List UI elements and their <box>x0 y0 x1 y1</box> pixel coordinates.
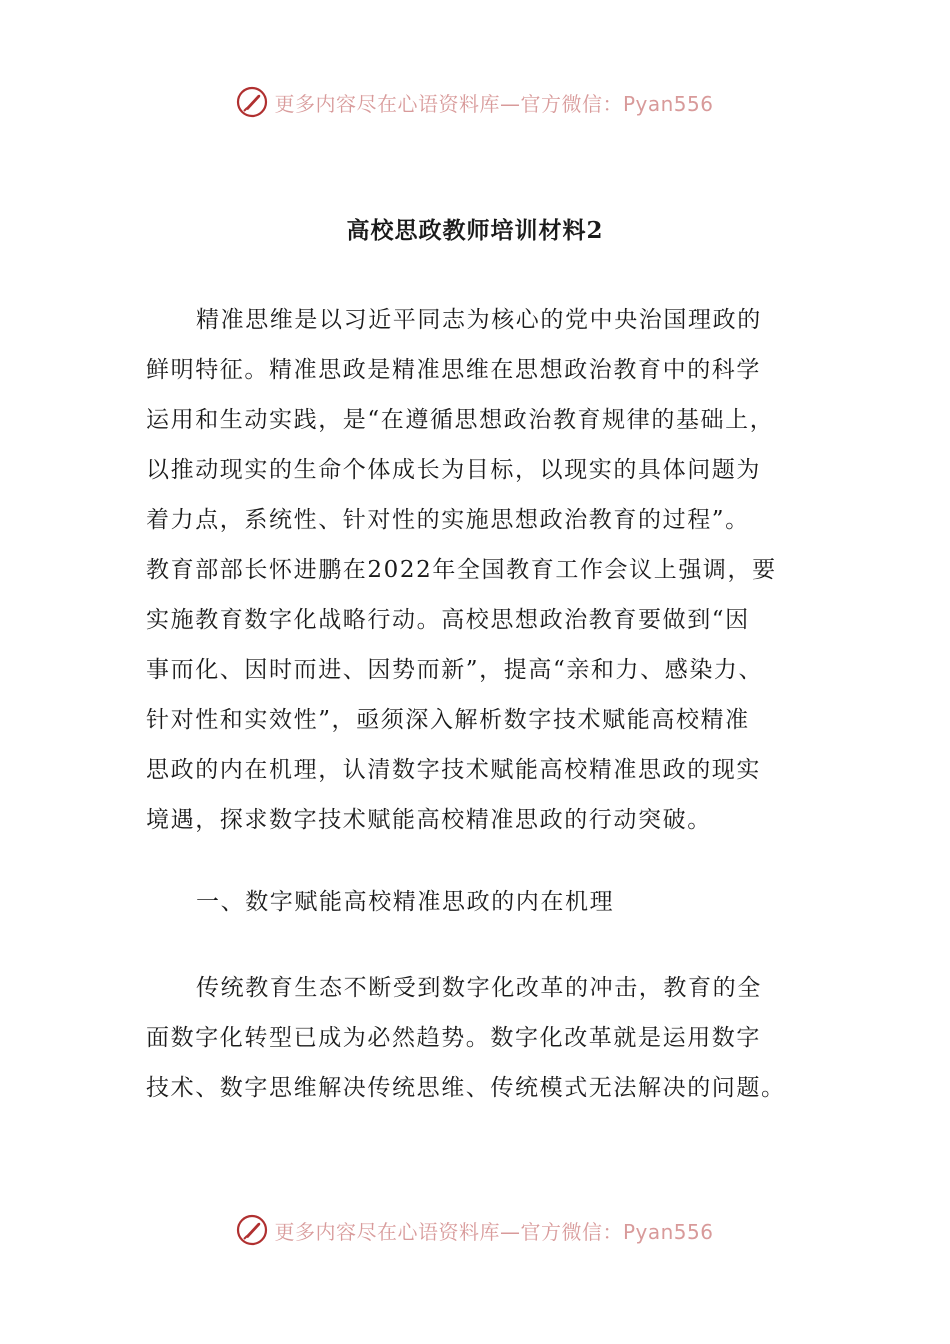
section-heading-text: 一、数字赋能高校精准思政的内在机理 <box>196 889 615 915</box>
paragraph-line: 鲜明特征。精准思政是精准思维在思想政治教育中的科学 <box>146 357 761 383</box>
paragraph-2 <box>146 963 806 1113</box>
paragraph-line: 运用和生动实践，是“在遵循思想政治教育规律的基础上， <box>146 407 775 433</box>
document-title: 高校思政教师培训材料2 <box>346 217 604 244</box>
paragraph-line: 教育部部长怀进鹏在2022年全国教育工作会议上强调，要 <box>146 557 777 583</box>
watermark-text: 更多内容尽在心语资料库—官方微信：Pyan556 <box>274 91 714 116</box>
paragraph-line: 着力点，系统性、针对性的实施思想政治教育的过程”。 <box>146 507 750 533</box>
paragraph-1 <box>146 295 806 845</box>
paragraph-line: 面数字化转型已成为必然趋势。数字化改革就是运用数字 <box>146 1025 761 1051</box>
paragraph-line: 针对性和实效性”，亟须深入解析数字技术赋能高校精准 <box>146 707 750 733</box>
quill-logo-icon <box>236 86 268 118</box>
watermark-header <box>0 82 950 122</box>
paragraph-line: 事而化、因时而进、因势而新”，提高“亲和力、感染力、 <box>146 657 764 683</box>
watermark-text: 更多内容尽在心语资料库—官方微信：Pyan556 <box>274 1219 714 1244</box>
paragraph-line: 传统教育生态不断受到数字化改革的冲击，教育的全 <box>196 975 762 1001</box>
paragraph-line: 技术、数字思维解决传统思维、传统模式无法解决的问题。 <box>146 1075 786 1101</box>
watermark-footer <box>0 1210 950 1250</box>
paragraph-line: 实施教育数字化战略行动。高校思想政治教育要做到“因 <box>146 607 750 633</box>
paragraph-line: 境遇，探求数字技术赋能高校精准思政的行动突破。 <box>146 807 712 833</box>
paragraph-line: 以推动现实的生命个体成长为目标，以现实的具体问题为 <box>146 457 761 483</box>
section-heading-1 <box>146 877 806 927</box>
quill-logo-icon <box>236 1214 268 1246</box>
paragraph-line: 思政的内在机理，认清数字技术赋能高校精准思政的现实 <box>146 757 761 783</box>
paragraph-line: 精准思维是以习近平同志为核心的党中央治国理政的 <box>196 307 762 333</box>
